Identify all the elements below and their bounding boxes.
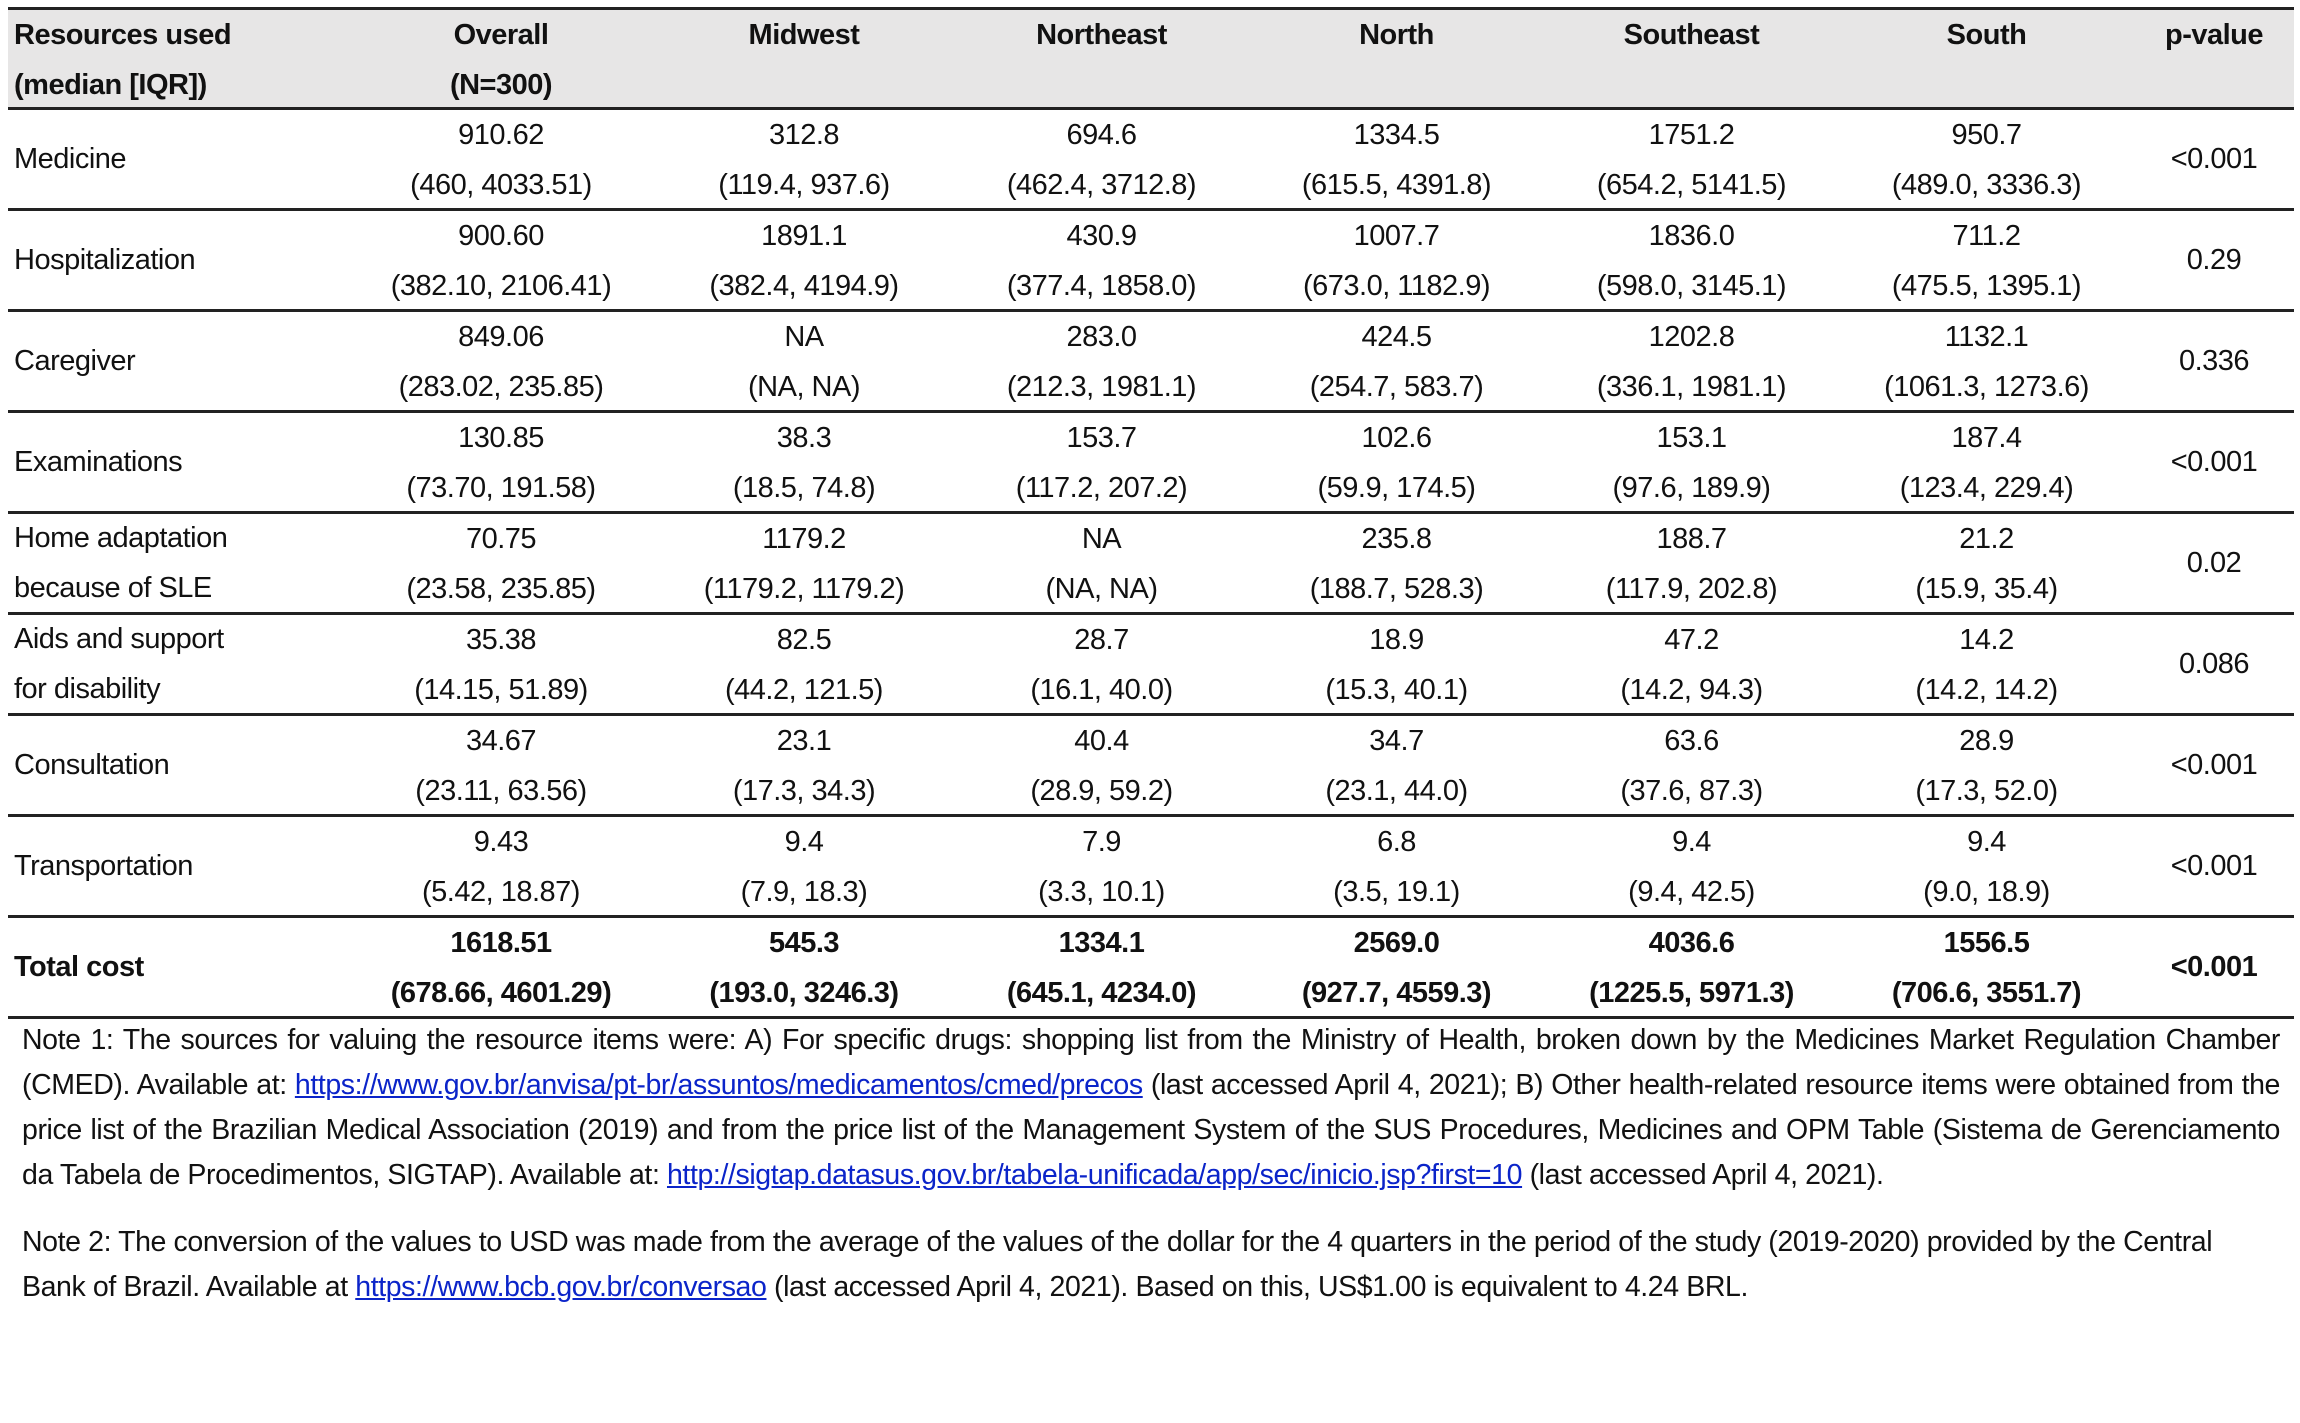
iqr-value: (117.2, 207.2)	[1015, 472, 1188, 504]
median-value: 9.4	[784, 826, 824, 858]
header-label-line: Resources used	[14, 19, 232, 51]
iqr-value: (3.5, 19.1)	[1333, 876, 1460, 908]
value-cell	[654, 615, 954, 713]
value-cell	[348, 110, 654, 208]
row-label-line: Medicine	[14, 143, 127, 175]
value-cell	[954, 615, 1249, 713]
row-label	[8, 110, 348, 208]
value-cell	[954, 716, 1249, 814]
iqr-value: (462.4, 3712.8)	[1006, 169, 1197, 201]
header-line: (N=300)	[449, 69, 553, 101]
note-1-text: (last accessed April 4, 2021).	[1522, 1159, 1884, 1191]
iqr-value: (283.02, 235.85)	[398, 371, 604, 403]
p-value-cell	[2134, 413, 2294, 511]
median-value: 6.8	[1377, 826, 1416, 858]
row-label	[8, 413, 348, 511]
value-cell	[1249, 817, 1544, 915]
median-value: 14.2	[1959, 624, 2014, 656]
iqr-value: (17.3, 34.3)	[732, 775, 876, 807]
value-cell	[1544, 413, 1839, 511]
p-value-cell	[2134, 110, 2294, 208]
median-value: 9.4	[1672, 826, 1711, 858]
value-cell	[348, 514, 654, 612]
note-1	[22, 1018, 2280, 1198]
value-cell	[348, 211, 654, 309]
value-cell	[954, 817, 1249, 915]
value-cell	[1249, 312, 1544, 410]
value-cell	[1249, 110, 1544, 208]
header-cell-resources	[8, 10, 348, 107]
value-cell	[654, 413, 954, 511]
value-cell	[954, 918, 1249, 1016]
value-cell	[348, 413, 654, 511]
value-cell	[1544, 211, 1839, 309]
iqr-value: (336.1, 1981.1)	[1596, 371, 1787, 403]
row-label-line: Consultation	[14, 749, 170, 781]
iqr-value: (927.7, 4559.3)	[1301, 977, 1492, 1009]
p-value: <0.001	[2170, 951, 2258, 983]
value-cell	[1839, 918, 2134, 1016]
iqr-value: (18.5, 74.8)	[732, 472, 876, 504]
header-cell	[1249, 10, 1544, 107]
note-1-text: Note 1: The sources for valuing the resource items were: A) For specific drugs: shopping list from the Ministry of Health, broken down by the Medicines Market Regulation Chamber (CMED). Available at:	[22, 1024, 2280, 1101]
row-label-line: Caregiver	[14, 345, 136, 377]
iqr-value: (23.1, 44.0)	[1325, 775, 1468, 807]
median-value: 545.3	[768, 927, 840, 959]
median-value: 1751.2	[1648, 119, 1735, 151]
table-row	[8, 716, 2294, 817]
median-value: 47.2	[1664, 624, 1719, 656]
row-label	[8, 514, 348, 612]
value-cell	[954, 110, 1249, 208]
median-value: 950.7	[1951, 119, 2022, 151]
value-cell	[1839, 615, 2134, 713]
median-value: 63.6	[1664, 725, 1719, 757]
value-cell	[954, 413, 1249, 511]
note-1-text: (last accessed April 4, 2021); B) Other health-related resource items were obtained from the price list of the Brazilian Medical Association (2019) and from the price list of the Management System of the SUS Procedures, Medicines and OPM Table (Sistema de Gerenciamento da Tabela de Procedimentos, SIGTAP). Available at:	[22, 1069, 2281, 1191]
iqr-value: (14.15, 51.89)	[414, 674, 588, 706]
row-label-line: Examinations	[14, 446, 183, 478]
header-line: North	[1359, 19, 1434, 51]
value-cell	[654, 110, 954, 208]
median-value: 21.2	[1959, 523, 2014, 555]
iqr-value: (44.2, 121.5)	[725, 674, 883, 706]
median-value: 102.6	[1361, 422, 1432, 454]
p-value: 0.336	[2178, 345, 2250, 377]
row-label	[8, 312, 348, 410]
median-value: 2569.0	[1353, 927, 1440, 959]
p-value: <0.001	[2170, 749, 2258, 781]
table-header-row	[8, 10, 2294, 110]
value-cell	[1839, 413, 2134, 511]
iqr-value: (23.11, 63.56)	[415, 775, 587, 807]
iqr-value: (475.5, 1395.1)	[1891, 270, 2082, 302]
value-cell	[1544, 615, 1839, 713]
row-label-line: Transportation	[14, 850, 193, 882]
median-value: 1202.8	[1648, 321, 1735, 353]
value-cell	[1544, 514, 1839, 612]
iqr-value: (17.3, 52.0)	[1915, 775, 2058, 807]
value-cell	[1544, 716, 1839, 814]
iqr-value: (28.9, 59.2)	[1030, 775, 1173, 807]
header-cell	[1544, 10, 1839, 107]
table-row	[8, 615, 2294, 716]
header-cell	[348, 10, 654, 107]
value-cell	[954, 211, 1249, 309]
iqr-value: (254.7, 583.7)	[1309, 371, 1484, 403]
iqr-value: (489.0, 3336.3)	[1891, 169, 2082, 201]
median-value: 9.43	[473, 826, 529, 858]
value-cell	[954, 312, 1249, 410]
p-value-cell	[2134, 615, 2294, 713]
table-row	[8, 514, 2294, 615]
row-label	[8, 716, 348, 814]
iqr-value: (15.9, 35.4)	[1915, 573, 2058, 605]
median-value: 283.0	[1066, 321, 1137, 353]
iqr-value: (NA, NA)	[748, 371, 860, 403]
median-value: 38.3	[776, 422, 832, 454]
value-cell	[654, 817, 954, 915]
value-cell	[1249, 413, 1544, 511]
median-value: 1556.5	[1943, 927, 2030, 959]
iqr-value: (377.4, 1858.0)	[1006, 270, 1197, 302]
median-value: 28.7	[1074, 624, 1129, 656]
median-value: 1007.7	[1353, 220, 1440, 252]
total-row	[8, 918, 2294, 1019]
header-line: South	[1946, 19, 2027, 51]
value-cell	[348, 312, 654, 410]
iqr-value: (654.2, 5141.5)	[1596, 169, 1787, 201]
iqr-value: (16.1, 40.0)	[1030, 674, 1173, 706]
value-cell	[348, 817, 654, 915]
median-value: 1179.2	[762, 523, 846, 555]
value-cell	[954, 514, 1249, 612]
median-value: 153.1	[1656, 422, 1727, 454]
iqr-value: (3.3, 10.1)	[1038, 876, 1165, 908]
median-value: 4036.6	[1648, 927, 1735, 959]
row-label-line: Aids and support	[14, 623, 224, 655]
value-cell	[1249, 918, 1544, 1016]
iqr-value: (14.2, 14.2)	[1915, 674, 2058, 706]
value-cell	[1544, 312, 1839, 410]
iqr-value: (9.4, 42.5)	[1628, 876, 1755, 908]
header-line: Southeast	[1623, 19, 1760, 51]
header-label-line: (median [IQR])	[14, 69, 207, 101]
iqr-value: (73.70, 191.58)	[406, 472, 596, 504]
table-notes	[22, 1018, 2280, 1332]
value-cell	[1839, 110, 2134, 208]
iqr-value: (119.4, 937.6)	[718, 169, 890, 201]
median-value: 40.4	[1074, 725, 1129, 757]
row-label	[8, 615, 348, 713]
p-value-cell	[2134, 716, 2294, 814]
note-2-text: Note 2: The conversion of the values to USD was made from the average of the values of the dollar for the 4 quarters in the period of the study (2019-2020) provided by the Central Bank of Brazil. Available at	[22, 1226, 2213, 1303]
median-value: 7.9	[1082, 826, 1121, 858]
median-value: 430.9	[1066, 220, 1137, 252]
median-value: 34.67	[465, 725, 537, 757]
iqr-value: (598.0, 3145.1)	[1596, 270, 1787, 302]
iqr-value: (117.9, 202.8)	[1605, 573, 1778, 605]
p-value: <0.001	[2170, 446, 2258, 478]
row-label	[8, 918, 348, 1016]
value-cell	[348, 918, 654, 1016]
value-cell	[1839, 817, 2134, 915]
median-value: 1836.0	[1648, 220, 1735, 252]
table-row	[8, 413, 2294, 514]
table-row	[8, 817, 2294, 918]
iqr-value: (NA, NA)	[1045, 573, 1158, 605]
value-cell	[1249, 211, 1544, 309]
value-cell	[1839, 211, 2134, 309]
median-value: 23.1	[776, 725, 832, 757]
median-value: 70.75	[465, 523, 537, 555]
median-value: 1132.1	[1944, 321, 2029, 353]
p-value: <0.001	[2170, 850, 2258, 882]
iqr-value: (193.0, 3246.3)	[709, 977, 899, 1009]
median-value: 34.7	[1369, 725, 1424, 757]
table-row	[8, 312, 2294, 413]
header-line: Overall	[453, 19, 549, 51]
iqr-value: (123.4, 229.4)	[1899, 472, 2074, 504]
median-value: NA	[784, 321, 824, 353]
iqr-value: (673.0, 1182.9)	[1302, 270, 1491, 302]
iqr-value: (382.4, 4194.9)	[709, 270, 899, 302]
iqr-value: (615.5, 4391.8)	[1301, 169, 1492, 201]
p-value: 0.086	[2178, 648, 2250, 680]
median-value: 1618.51	[450, 927, 552, 959]
iqr-value: (5.42, 18.87)	[422, 876, 580, 908]
value-cell	[1544, 918, 1839, 1016]
iqr-value: (460, 4033.51)	[410, 169, 592, 201]
median-value: 312.8	[768, 119, 840, 151]
median-value: 35.38	[465, 624, 537, 656]
header-line: Northeast	[1036, 19, 1167, 51]
row-label-line: Hospitalization	[14, 244, 196, 276]
value-cell	[1839, 312, 2134, 410]
p-value-cell	[2134, 514, 2294, 612]
median-value: 28.9	[1959, 725, 2014, 757]
table-row	[8, 110, 2294, 211]
p-value-cell	[2134, 211, 2294, 309]
row-label-line: because of SLE	[14, 572, 212, 604]
note-2	[22, 1220, 2280, 1310]
p-value: 0.29	[2186, 244, 2242, 276]
iqr-value: (212.3, 1981.1)	[1006, 371, 1197, 403]
iqr-value: (188.7, 528.3)	[1309, 573, 1484, 605]
p-value-cell	[2134, 817, 2294, 915]
value-cell	[1249, 615, 1544, 713]
cost-table	[8, 7, 2294, 1019]
header-cell	[954, 10, 1249, 107]
value-cell	[1839, 716, 2134, 814]
value-cell	[654, 312, 954, 410]
iqr-value: (23.58, 235.85)	[406, 573, 596, 605]
median-value: 188.7	[1656, 523, 1727, 555]
iqr-value: (59.9, 174.5)	[1317, 472, 1476, 504]
value-cell	[1249, 716, 1544, 814]
median-value: 130.85	[458, 422, 544, 454]
row-label-line: Home adaptation	[14, 522, 228, 554]
cmed-link[interactable]: https://www.gov.br/anvisa/pt-br/assuntos/medicamentos/cmed/precos	[294, 1069, 1143, 1101]
median-value: 187.4	[1951, 422, 2022, 454]
row-label	[8, 211, 348, 309]
header-line: p-value	[2164, 19, 2264, 51]
median-value: 910.62	[458, 119, 544, 151]
value-cell	[1544, 817, 1839, 915]
iqr-value: (14.2, 94.3)	[1620, 674, 1763, 706]
row-label-line: for disability	[14, 673, 161, 705]
row-label	[8, 817, 348, 915]
bcb-link[interactable]: https://www.bcb.gov.br/conversao	[355, 1271, 767, 1303]
median-value: 711.2	[1952, 220, 2021, 252]
iqr-value: (9.0, 18.9)	[1923, 876, 2050, 908]
value-cell	[348, 716, 654, 814]
iqr-value: (1179.2, 1179.2)	[703, 573, 905, 605]
value-cell	[654, 716, 954, 814]
row-label-line: Total cost	[14, 951, 144, 983]
iqr-value: (678.66, 4601.29)	[390, 977, 612, 1009]
value-cell	[654, 514, 954, 612]
note-2-text: (last accessed April 4, 2021). Based on this, US$1.00 is equivalent to 4.24 BRL.	[766, 1271, 1748, 1303]
iqr-value: (1225.5, 5971.3)	[1589, 977, 1794, 1009]
median-value: 900.60	[458, 220, 544, 252]
iqr-value: (7.9, 18.3)	[740, 876, 868, 908]
median-value: 1891.1	[761, 220, 847, 252]
iqr-value: (382.10, 2106.41)	[390, 270, 612, 302]
iqr-value: (37.6, 87.3)	[1620, 775, 1763, 807]
median-value: 424.5	[1361, 321, 1432, 353]
iqr-value: (645.1, 4234.0)	[1006, 977, 1197, 1009]
header-cell	[2134, 10, 2294, 107]
p-value-cell	[2134, 312, 2294, 410]
table-row	[8, 211, 2294, 312]
p-value: <0.001	[2170, 143, 2258, 175]
value-cell	[1249, 514, 1544, 612]
iqr-value: (15.3, 40.1)	[1325, 674, 1468, 706]
value-cell	[654, 918, 954, 1016]
p-value: 0.02	[2186, 547, 2242, 579]
iqr-value: (1061.3, 1273.6)	[1884, 371, 2089, 403]
value-cell	[1839, 514, 2134, 612]
value-cell	[1544, 110, 1839, 208]
sigtap-link[interactable]: http://sigtap.datasus.gov.br/tabela-unificada/app/sec/inicio.jsp?first=10	[666, 1159, 1523, 1191]
median-value: NA	[1081, 523, 1122, 555]
header-cell	[1839, 10, 2134, 107]
value-cell	[348, 615, 654, 713]
median-value: 694.6	[1066, 119, 1137, 151]
median-value: 9.4	[1967, 826, 2006, 858]
median-value: 849.06	[458, 321, 544, 353]
header-line: Midwest	[748, 19, 860, 51]
median-value: 18.9	[1369, 624, 1424, 656]
median-value: 1334.5	[1353, 119, 1440, 151]
median-value: 153.7	[1066, 422, 1137, 454]
header-cell	[654, 10, 954, 107]
value-cell	[654, 211, 954, 309]
iqr-value: (706.6, 3551.7)	[1891, 977, 2082, 1009]
median-value: 82.5	[776, 624, 832, 656]
p-value-cell	[2134, 918, 2294, 1016]
median-value: 1334.1	[1058, 927, 1145, 959]
iqr-value: (97.6, 189.9)	[1612, 472, 1771, 504]
median-value: 235.8	[1361, 523, 1432, 555]
